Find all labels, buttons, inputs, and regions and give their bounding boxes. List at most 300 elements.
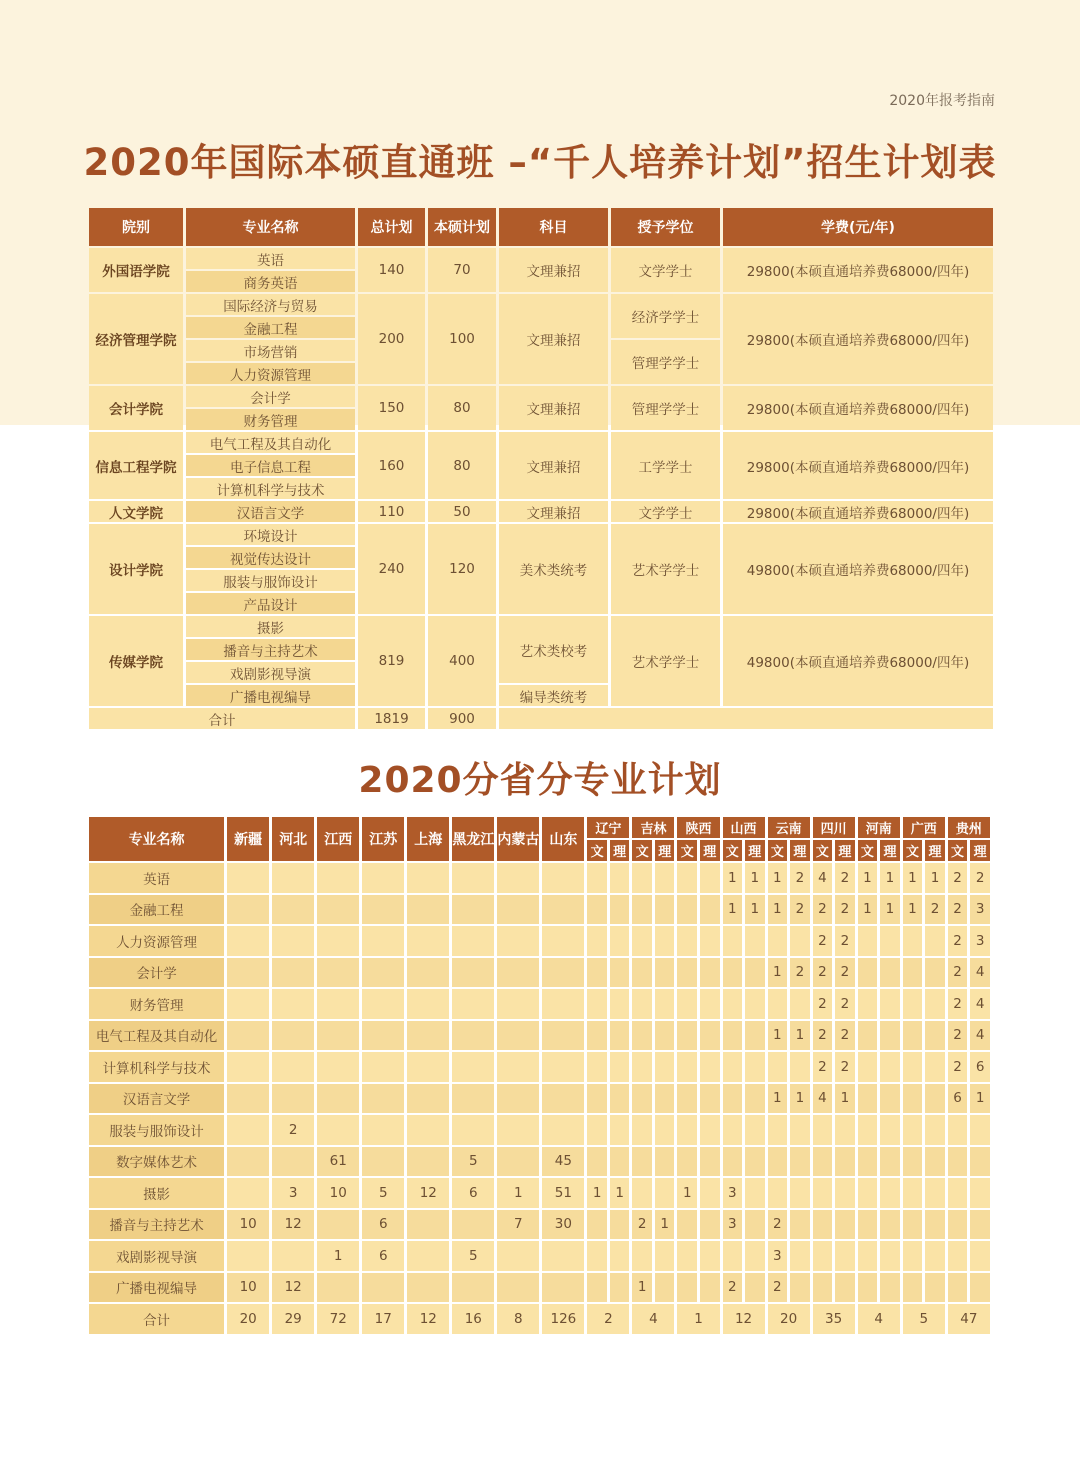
quota-cell: 4 bbox=[813, 1084, 833, 1114]
quota-cell bbox=[655, 1273, 675, 1303]
sum-cell: 2 bbox=[587, 1304, 629, 1334]
quota-cell bbox=[452, 989, 494, 1019]
major-name: 播音与主持艺术 bbox=[89, 1210, 224, 1240]
quota-cell: 3 bbox=[970, 926, 990, 956]
quota-cell bbox=[587, 1147, 607, 1177]
quota-cell: 1 bbox=[768, 958, 788, 988]
quota-cell bbox=[632, 958, 652, 988]
header-province: 江西 bbox=[317, 817, 359, 861]
quota-cell bbox=[362, 1084, 404, 1114]
quota-cell bbox=[700, 1115, 720, 1145]
quota-cell: 2 bbox=[948, 989, 968, 1019]
quota-cell bbox=[948, 1273, 968, 1303]
fee: 49800(本硕直通培养费68000/四年) bbox=[723, 524, 993, 614]
header-wen: 文 bbox=[768, 840, 788, 861]
table-row bbox=[89, 616, 993, 637]
quota-cell bbox=[362, 1147, 404, 1177]
quota-cell bbox=[970, 1147, 990, 1177]
major-name: 戏剧影视导演 bbox=[89, 1241, 224, 1271]
quota-cell: 2 bbox=[835, 1021, 855, 1051]
sum-cell: 72 bbox=[317, 1304, 359, 1334]
quota-cell bbox=[497, 863, 539, 893]
quota-cell bbox=[655, 1147, 675, 1177]
header-province: 内蒙古 bbox=[497, 817, 539, 861]
quota-cell bbox=[948, 1147, 968, 1177]
sum-cell: 20 bbox=[227, 1304, 269, 1334]
total-plan: 160 bbox=[358, 432, 425, 499]
header-bs-plan: 本硕计划 bbox=[428, 208, 496, 246]
quota-cell bbox=[790, 1115, 810, 1145]
quota-cell bbox=[317, 863, 359, 893]
major-name: 会计学 bbox=[89, 958, 224, 988]
quota-cell: 6 bbox=[362, 1210, 404, 1240]
quota-cell: 1 bbox=[835, 1084, 855, 1114]
quota-cell bbox=[317, 1273, 359, 1303]
degree: 管理学学士 bbox=[611, 340, 720, 384]
quota-cell bbox=[858, 958, 878, 988]
quota-cell: 2 bbox=[813, 958, 833, 988]
quota-cell bbox=[317, 1210, 359, 1240]
header-li: 理 bbox=[790, 840, 810, 861]
quota-cell bbox=[407, 1052, 449, 1082]
quota-cell bbox=[632, 1115, 652, 1145]
table-row bbox=[89, 1178, 990, 1208]
quota-cell bbox=[880, 1147, 900, 1177]
header-wen: 文 bbox=[632, 840, 652, 861]
quota-cell bbox=[452, 1273, 494, 1303]
major-name: 环境设计 bbox=[186, 524, 355, 545]
quota-cell bbox=[948, 1241, 968, 1271]
sum-cell: 126 bbox=[542, 1304, 584, 1334]
quota-cell bbox=[362, 989, 404, 1019]
quota-cell bbox=[880, 1273, 900, 1303]
subject: 美术类统考 bbox=[499, 524, 608, 614]
quota-cell bbox=[858, 1021, 878, 1051]
degree: 艺术学学士 bbox=[611, 524, 720, 614]
quota-cell bbox=[587, 1021, 607, 1051]
sum-row bbox=[89, 1304, 990, 1334]
quota-cell bbox=[903, 1273, 923, 1303]
quota-cell bbox=[317, 1052, 359, 1082]
quota-cell: 2 bbox=[835, 926, 855, 956]
header-wen: 文 bbox=[948, 840, 968, 861]
quota-cell bbox=[677, 989, 697, 1019]
quota-cell bbox=[677, 1052, 697, 1082]
sum-row bbox=[89, 708, 993, 729]
quota-cell: 61 bbox=[317, 1147, 359, 1177]
quota-cell bbox=[407, 926, 449, 956]
quota-cell bbox=[813, 1147, 833, 1177]
quota-cell bbox=[587, 926, 607, 956]
quota-cell bbox=[677, 895, 697, 925]
header-province: 上海 bbox=[407, 817, 449, 861]
total-plan: 240 bbox=[358, 524, 425, 614]
table-row bbox=[89, 1241, 990, 1271]
quota-cell: 2 bbox=[948, 895, 968, 925]
quota-cell: 10 bbox=[317, 1178, 359, 1208]
quota-cell bbox=[925, 926, 945, 956]
quota-cell bbox=[745, 926, 765, 956]
quota-cell bbox=[858, 926, 878, 956]
quota-cell: 4 bbox=[970, 958, 990, 988]
quota-cell bbox=[452, 1084, 494, 1114]
quota-cell bbox=[723, 1084, 743, 1114]
quota-cell: 2 bbox=[813, 895, 833, 925]
quota-cell bbox=[745, 1021, 765, 1051]
quota-cell: 3 bbox=[272, 1178, 314, 1208]
quota-cell: 12 bbox=[272, 1273, 314, 1303]
quota-cell bbox=[542, 926, 584, 956]
sum-cell: 4 bbox=[858, 1304, 900, 1334]
quota-cell: 4 bbox=[813, 863, 833, 893]
quota-cell bbox=[745, 1210, 765, 1240]
quota-cell bbox=[587, 1210, 607, 1240]
quota-cell bbox=[700, 926, 720, 956]
quota-cell bbox=[610, 895, 630, 925]
quota-cell: 1 bbox=[677, 1178, 697, 1208]
major-name: 计算机科学与技术 bbox=[186, 478, 355, 499]
quota-cell: 1 bbox=[880, 863, 900, 893]
quota-cell bbox=[362, 863, 404, 893]
quota-cell bbox=[542, 958, 584, 988]
quota-cell: 6 bbox=[452, 1178, 494, 1208]
quota-cell bbox=[858, 1210, 878, 1240]
quota-cell bbox=[272, 1147, 314, 1177]
degree: 经济学学士 bbox=[611, 294, 720, 338]
header-wen: 文 bbox=[587, 840, 607, 861]
quota-cell bbox=[655, 989, 675, 1019]
quota-cell bbox=[587, 1084, 607, 1114]
quota-cell bbox=[768, 1147, 788, 1177]
quota-cell bbox=[790, 926, 810, 956]
quota-cell: 1 bbox=[745, 895, 765, 925]
quota-cell bbox=[542, 1115, 584, 1145]
quota-cell bbox=[880, 1115, 900, 1145]
quota-cell bbox=[227, 989, 269, 1019]
quota-cell bbox=[452, 863, 494, 893]
quota-cell bbox=[677, 1084, 697, 1114]
quota-cell: 2 bbox=[790, 863, 810, 893]
quota-cell: 1 bbox=[723, 895, 743, 925]
college-name: 人文学院 bbox=[89, 501, 183, 522]
quota-cell bbox=[858, 1052, 878, 1082]
major-name: 电子信息工程 bbox=[186, 455, 355, 476]
quota-cell bbox=[768, 1115, 788, 1145]
quota-cell: 4 bbox=[970, 1021, 990, 1051]
quota-cell: 1 bbox=[768, 863, 788, 893]
bs-plan: 80 bbox=[428, 432, 496, 499]
quota-cell bbox=[655, 863, 675, 893]
table-row bbox=[89, 386, 993, 407]
quota-cell bbox=[497, 1147, 539, 1177]
quota-cell bbox=[272, 863, 314, 893]
quota-cell bbox=[497, 1084, 539, 1114]
quota-cell bbox=[542, 1084, 584, 1114]
degree: 艺术学学士 bbox=[611, 616, 720, 706]
quota-cell bbox=[407, 989, 449, 1019]
header-province: 黑龙江 bbox=[452, 817, 494, 861]
quota-cell bbox=[587, 1115, 607, 1145]
quota-cell bbox=[655, 1115, 675, 1145]
sum-empty bbox=[499, 708, 993, 729]
quota-cell bbox=[858, 1147, 878, 1177]
college-name: 经济管理学院 bbox=[89, 294, 183, 384]
quota-cell bbox=[790, 1052, 810, 1082]
quota-cell: 6 bbox=[362, 1241, 404, 1271]
major-name: 会计学 bbox=[186, 386, 355, 407]
sum-cell: 1 bbox=[677, 1304, 719, 1334]
quota-cell bbox=[948, 1178, 968, 1208]
quota-cell bbox=[745, 1115, 765, 1145]
quota-cell bbox=[362, 1115, 404, 1145]
quota-cell bbox=[227, 1084, 269, 1114]
quota-cell bbox=[903, 926, 923, 956]
quota-cell bbox=[227, 1178, 269, 1208]
quota-cell bbox=[858, 1241, 878, 1271]
quota-cell: 5 bbox=[362, 1178, 404, 1208]
quota-cell bbox=[587, 863, 607, 893]
quota-cell bbox=[452, 895, 494, 925]
quota-cell bbox=[677, 958, 697, 988]
quota-cell bbox=[925, 1052, 945, 1082]
quota-cell bbox=[497, 1241, 539, 1271]
major-name: 数字媒体艺术 bbox=[89, 1147, 224, 1177]
quota-cell bbox=[723, 989, 743, 1019]
sum-total-plan: 1819 bbox=[358, 708, 425, 729]
quota-cell bbox=[497, 958, 539, 988]
major-name: 摄影 bbox=[89, 1178, 224, 1208]
quota-cell bbox=[858, 1178, 878, 1208]
quota-cell: 2 bbox=[948, 863, 968, 893]
quota-cell: 1 bbox=[610, 1178, 630, 1208]
quota-cell bbox=[723, 958, 743, 988]
quota-cell bbox=[452, 1052, 494, 1082]
quota-cell bbox=[362, 1052, 404, 1082]
quota-cell bbox=[610, 1084, 630, 1114]
quota-cell bbox=[610, 1052, 630, 1082]
bs-plan: 70 bbox=[428, 248, 496, 292]
quota-cell bbox=[542, 1021, 584, 1051]
fee: 29800(本硕直通培养费68000/四年) bbox=[723, 386, 993, 430]
quota-cell: 1 bbox=[655, 1210, 675, 1240]
quota-cell bbox=[745, 989, 765, 1019]
quota-cell: 1 bbox=[903, 863, 923, 893]
quota-cell bbox=[497, 1021, 539, 1051]
main-title: 2020年国际本硕直通班 –“千人培养计划”招生计划表 bbox=[83, 141, 997, 184]
quota-cell bbox=[227, 1115, 269, 1145]
table-row bbox=[89, 432, 993, 453]
sum-cell: 16 bbox=[452, 1304, 494, 1334]
header-province: 山东 bbox=[542, 817, 584, 861]
quota-cell bbox=[272, 895, 314, 925]
quota-cell: 1 bbox=[745, 863, 765, 893]
total-plan: 150 bbox=[358, 386, 425, 430]
quota-cell bbox=[632, 989, 652, 1019]
quota-cell bbox=[677, 863, 697, 893]
quota-cell: 2 bbox=[948, 958, 968, 988]
quota-cell bbox=[317, 926, 359, 956]
header-major: 专业名称 bbox=[186, 208, 355, 246]
header-college: 院别 bbox=[89, 208, 183, 246]
college-name: 设计学院 bbox=[89, 524, 183, 614]
quota-cell: 2 bbox=[835, 1052, 855, 1082]
subject: 文理兼招 bbox=[499, 501, 608, 522]
quota-cell bbox=[362, 895, 404, 925]
quota-cell bbox=[835, 1241, 855, 1271]
quota-cell bbox=[858, 989, 878, 1019]
major-name: 电气工程及其自动化 bbox=[89, 1021, 224, 1051]
quota-cell: 1 bbox=[858, 863, 878, 893]
quota-cell: 45 bbox=[542, 1147, 584, 1177]
sum-label: 合计 bbox=[89, 1304, 224, 1334]
quota-cell bbox=[880, 1178, 900, 1208]
wen-li-header-row bbox=[89, 840, 990, 861]
quota-cell bbox=[948, 1210, 968, 1240]
quota-cell bbox=[655, 958, 675, 988]
quota-cell: 2 bbox=[723, 1273, 743, 1303]
header-li: 理 bbox=[880, 840, 900, 861]
quota-cell: 2 bbox=[948, 926, 968, 956]
quota-cell bbox=[925, 1241, 945, 1271]
quota-cell: 2 bbox=[948, 1021, 968, 1051]
header-province: 新疆 bbox=[227, 817, 269, 861]
quota-cell bbox=[610, 1241, 630, 1271]
quota-cell bbox=[790, 1241, 810, 1271]
header-li: 理 bbox=[745, 840, 765, 861]
major-name: 英语 bbox=[89, 863, 224, 893]
quota-cell bbox=[227, 958, 269, 988]
quota-cell bbox=[587, 958, 607, 988]
quota-cell bbox=[858, 1115, 878, 1145]
quota-cell: 1 bbox=[723, 863, 743, 893]
header-degree: 授予学位 bbox=[611, 208, 720, 246]
quota-cell bbox=[700, 1084, 720, 1114]
quota-cell bbox=[745, 1241, 765, 1271]
quota-cell bbox=[835, 1147, 855, 1177]
quota-cell bbox=[745, 1084, 765, 1114]
sum-cell: 12 bbox=[723, 1304, 765, 1334]
quota-cell: 12 bbox=[272, 1210, 314, 1240]
quota-cell bbox=[745, 1147, 765, 1177]
table-row bbox=[89, 989, 990, 1019]
quota-cell bbox=[903, 989, 923, 1019]
quota-cell bbox=[610, 1115, 630, 1145]
quota-cell bbox=[880, 1241, 900, 1271]
quota-cell bbox=[362, 1021, 404, 1051]
quota-cell bbox=[723, 1147, 743, 1177]
quota-cell bbox=[407, 1273, 449, 1303]
header-province: 云南 bbox=[768, 817, 810, 838]
quota-cell: 3 bbox=[723, 1178, 743, 1208]
quota-cell bbox=[768, 989, 788, 1019]
quota-cell: 1 bbox=[790, 1084, 810, 1114]
quota-cell bbox=[677, 1273, 697, 1303]
quota-cell bbox=[452, 1115, 494, 1145]
quota-cell bbox=[835, 1210, 855, 1240]
quota-cell bbox=[655, 926, 675, 956]
major-name: 广播电视编导 bbox=[89, 1273, 224, 1303]
quota-cell bbox=[903, 1052, 923, 1082]
major-name: 汉语言文学 bbox=[89, 1084, 224, 1114]
quota-cell: 2 bbox=[768, 1210, 788, 1240]
quota-cell bbox=[272, 989, 314, 1019]
quota-cell: 10 bbox=[227, 1273, 269, 1303]
bs-plan: 400 bbox=[428, 616, 496, 706]
quota-cell bbox=[497, 1273, 539, 1303]
major-name: 产品设计 bbox=[186, 593, 355, 614]
quota-cell bbox=[610, 1210, 630, 1240]
province-header-row bbox=[89, 817, 990, 838]
table-row bbox=[89, 248, 993, 269]
quota-cell: 2 bbox=[925, 895, 945, 925]
header-wen: 文 bbox=[903, 840, 923, 861]
quota-cell bbox=[700, 1273, 720, 1303]
quota-cell bbox=[790, 1210, 810, 1240]
quota-cell: 5 bbox=[452, 1241, 494, 1271]
degree: 管理学学士 bbox=[611, 386, 720, 430]
total-plan: 200 bbox=[358, 294, 425, 384]
major-name: 广播电视编导 bbox=[186, 685, 355, 706]
quota-cell bbox=[700, 1178, 720, 1208]
major-name: 商务英语 bbox=[186, 271, 355, 292]
quota-cell bbox=[542, 1241, 584, 1271]
quota-cell: 2 bbox=[835, 863, 855, 893]
quota-cell bbox=[407, 1021, 449, 1051]
quota-cell bbox=[880, 926, 900, 956]
enrollment-plan-table bbox=[86, 206, 996, 731]
sum-cell: 17 bbox=[362, 1304, 404, 1334]
degree: 文学学士 bbox=[611, 248, 720, 292]
header-li: 理 bbox=[700, 840, 720, 861]
fee: 29800(本硕直通培养费68000/四年) bbox=[723, 432, 993, 499]
quota-cell: 2 bbox=[948, 1052, 968, 1082]
quota-cell: 2 bbox=[272, 1115, 314, 1145]
subject: 文理兼招 bbox=[499, 248, 608, 292]
fee: 29800(本硕直通培养费68000/四年) bbox=[723, 294, 993, 384]
quota-cell bbox=[272, 958, 314, 988]
quota-cell bbox=[723, 1241, 743, 1271]
quota-cell bbox=[317, 1084, 359, 1114]
quota-cell bbox=[272, 926, 314, 956]
quota-cell bbox=[925, 1021, 945, 1051]
quota-cell: 1 bbox=[925, 863, 945, 893]
quota-cell bbox=[677, 1115, 697, 1145]
major-name: 财务管理 bbox=[186, 409, 355, 430]
quota-cell bbox=[610, 863, 630, 893]
quota-cell bbox=[317, 1021, 359, 1051]
quota-cell bbox=[542, 863, 584, 893]
quota-cell bbox=[677, 1241, 697, 1271]
quota-cell bbox=[723, 1052, 743, 1082]
quota-cell bbox=[813, 1178, 833, 1208]
quota-cell bbox=[970, 1273, 990, 1303]
total-plan: 140 bbox=[358, 248, 425, 292]
major-name: 计算机科学与技术 bbox=[89, 1052, 224, 1082]
major-name: 英语 bbox=[186, 248, 355, 269]
table-row bbox=[89, 1147, 990, 1177]
quota-cell bbox=[407, 958, 449, 988]
quota-cell bbox=[227, 1241, 269, 1271]
quota-cell bbox=[227, 1147, 269, 1177]
header-wen: 文 bbox=[858, 840, 878, 861]
quota-cell bbox=[407, 863, 449, 893]
quota-cell bbox=[858, 1273, 878, 1303]
quota-cell: 2 bbox=[835, 895, 855, 925]
quota-cell bbox=[790, 1147, 810, 1177]
quota-cell bbox=[925, 1084, 945, 1114]
quota-cell bbox=[790, 989, 810, 1019]
quota-cell: 1 bbox=[317, 1241, 359, 1271]
